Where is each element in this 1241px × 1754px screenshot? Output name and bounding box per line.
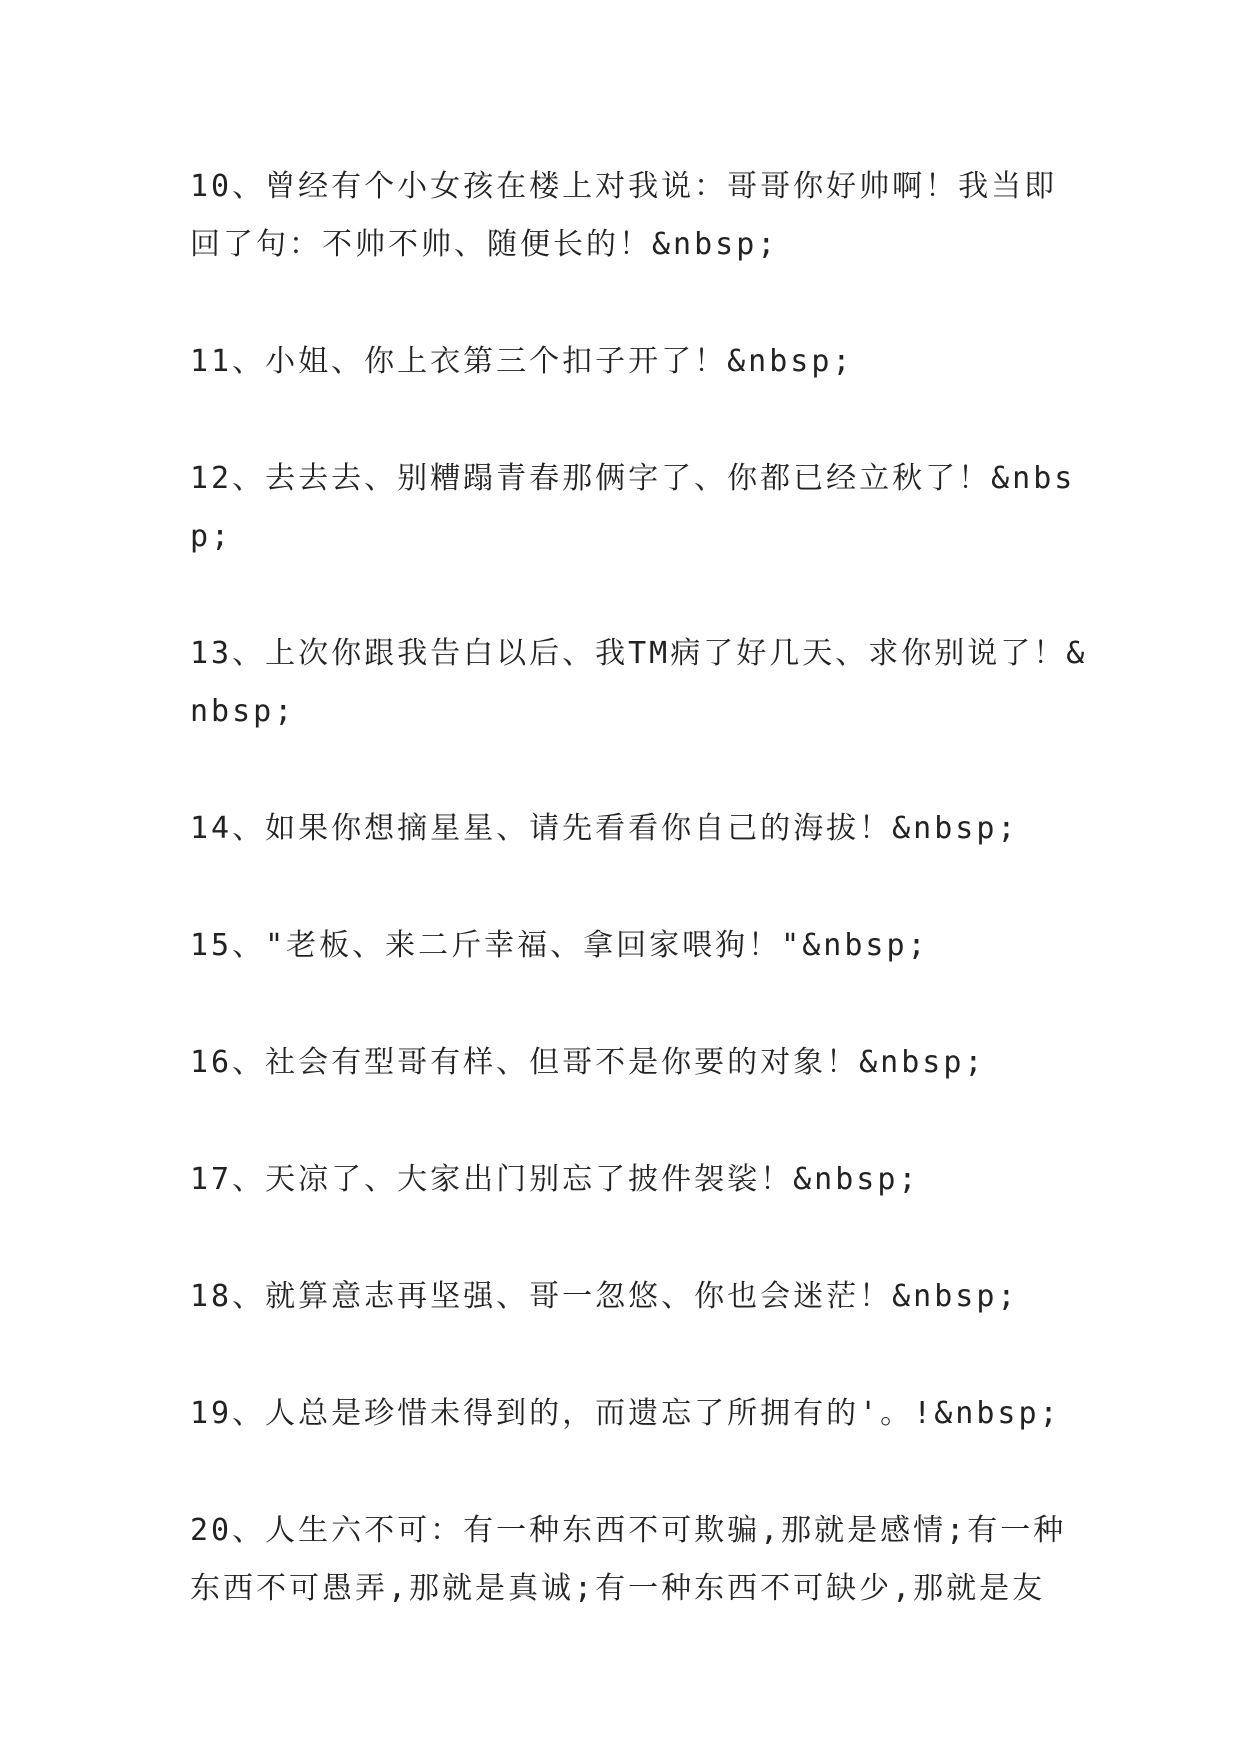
- paragraph-15: 15、"老板、来二斤幸福、拿回家喂狗！"&nbsp;: [190, 928, 929, 963]
- paragraph-12: 12、去去去、别糟蹋青春那俩字了、你都已经立秋了！&nbsp;: [190, 461, 1076, 554]
- paragraph-13: 13、上次你跟我告白以后、我TM病了好几天、求你别说了！&nbsp;: [190, 636, 1088, 729]
- paragraph-14: 14、如果你想摘星星、请先看看你自己的海拔！&nbsp;: [190, 811, 1019, 846]
- paragraph-18: 18、就算意志再坚强、哥一忽悠、你也会迷茫！&nbsp;: [190, 1279, 1019, 1314]
- paragraph-20: 20、人生六不可：有一种东西不可欺骗,那就是感情;有一种东西不可愚弄,那就是真诚;有一种东西不可缺少,那就是友: [190, 1513, 1067, 1606]
- paragraph-17: 17、天凉了、大家出门别忘了披件袈裟！&nbsp;: [190, 1162, 920, 1197]
- paragraph-19: 19、人总是珍惜未得到的，而遗忘了所拥有的'。!&nbsp;: [190, 1396, 1061, 1431]
- paragraph-10: 10、曾经有个小女孩在楼上对我说：哥哥你好帅啊！我当即回了句：不帅不帅、随便长的！&nbsp;: [190, 169, 1058, 262]
- paragraph-16: 16、社会有型哥有样、但哥不是你要的对象！&nbsp;: [190, 1045, 986, 1080]
- paragraph-11: 11、小姐、你上衣第三个扣子开了！&nbsp;: [190, 344, 854, 379]
- document-body: [190, 158, 1090, 1677]
